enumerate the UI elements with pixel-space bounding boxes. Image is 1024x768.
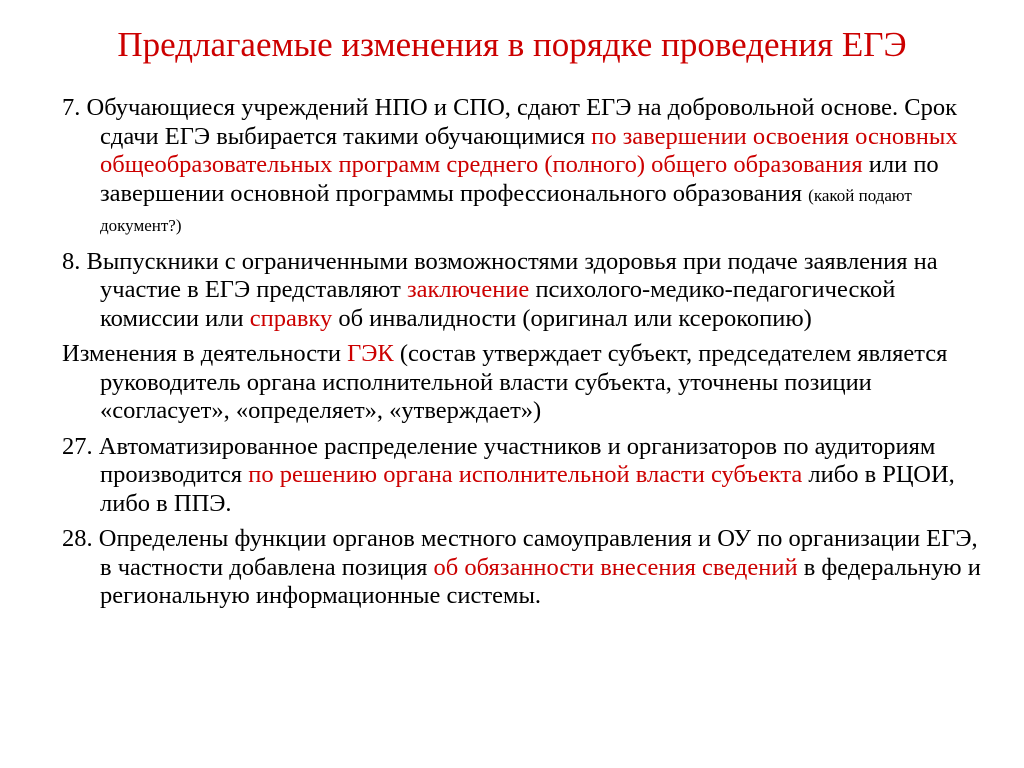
highlighted-text: по завершении освоения основных общеобразовательных программ среднего (полного) общего образования (100, 122, 958, 178)
text-segment: или по завершении основной программы профессионального образования (100, 151, 939, 207)
paragraph-gek-changes (62, 340, 982, 426)
text-segment: 7. Обучающиеся учреждений НПО и СПО, сдают ЕГЭ на добровольной основе. Срок сдачи ЕГЭ выбирается такими обучающимися (62, 94, 958, 150)
text-segment: 8. Выпускники с ограниченными возможностями здоровья при подаче заявления на участие в ЕГЭ представляют (62, 247, 938, 303)
highlighted-text: об обязанности внесения сведений (433, 553, 798, 581)
paragraph-item-27 (62, 433, 982, 519)
text-segment: (состав утверждает субъект, председателем является руководитель органа исполнительной власти субъекта, уточнены позиции «согласует», «определяет», «утверждает») (100, 340, 948, 424)
highlighted-text: по решению органа исполнительной власти субъекта (248, 461, 803, 488)
text-segment: Изменения в деятельности (62, 340, 348, 367)
text-segment: 28. Определены функции органов местного самоуправления и ОУ по организации ЕГЭ, в частности добавлена позиция (62, 525, 978, 581)
paragraph-item-8 (62, 248, 982, 334)
text-segment: об инвалидности (оригинал или ксерокопию) (332, 304, 812, 332)
highlighted-text: справку (249, 304, 333, 332)
note-text: (какой подают документ?) (100, 185, 912, 235)
paragraph-item-7 (62, 94, 982, 241)
text-segment: либо в РЦОИ, либо в ППЭ. (100, 461, 955, 517)
text-segment: в федеральную и региональную информационные системы. (100, 553, 981, 609)
text-segment: 27. Автоматизированное распределение участников и организаторов по аудиториям производится (62, 432, 936, 488)
slide-body (62, 94, 982, 618)
paragraph-item-28 (62, 525, 982, 611)
slide-title: Предлагаемые изменения в порядке проведения ЕГЭ (117, 25, 907, 64)
text-segment: психолого-медико-педагогической комиссии или (100, 276, 896, 332)
highlighted-text: заключение (406, 276, 530, 303)
highlighted-text: ГЭК (347, 340, 394, 367)
